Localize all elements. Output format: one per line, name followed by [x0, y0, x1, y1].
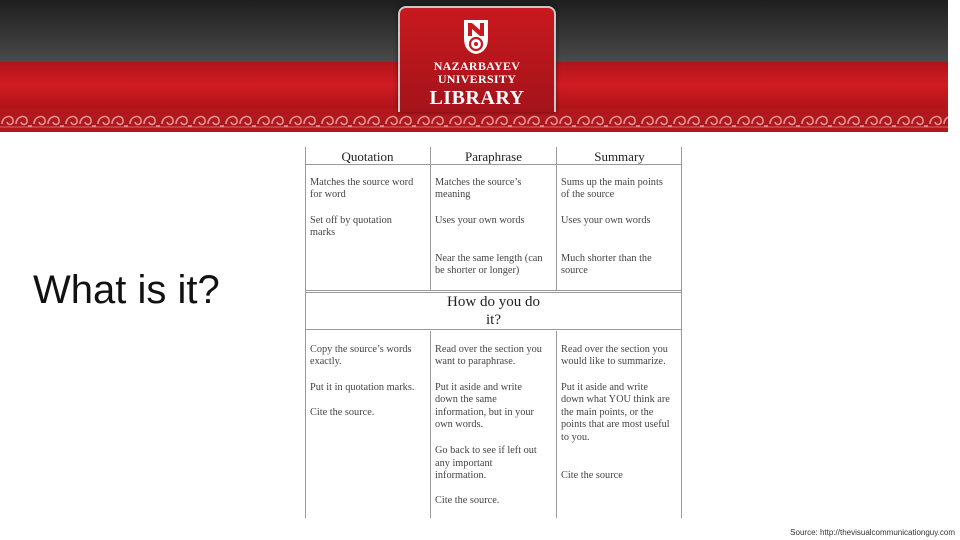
table-divider-2	[556, 147, 557, 291]
quotation-what-line-2: for word	[310, 189, 346, 200]
paraphrase-how-line-10: Cite the source.	[435, 495, 500, 506]
summary-how-line-1: Read over the section you	[561, 344, 668, 355]
comparison-table	[305, 147, 682, 518]
table-rule-section1	[305, 290, 682, 291]
header-quotation: Quotation	[341, 149, 394, 164]
quotation-how-line-4: Cite the source.	[310, 407, 375, 418]
paraphrase-how-line-6: own words.	[435, 419, 484, 430]
summary-how-line-6: points that are most useful	[561, 419, 670, 430]
summary-how-line-4: down what YOU think are	[561, 394, 670, 405]
table-border-right	[681, 147, 682, 518]
paraphrase-what-line-4: Near the same length (can	[435, 253, 543, 264]
summary-how-line-8: Cite the source	[561, 470, 623, 481]
summary-what-line-3: Uses your own words	[561, 215, 651, 226]
table-rule-howdo-bottom	[305, 329, 682, 330]
paraphrase-how-line-7: Go back to see if left out	[435, 445, 537, 456]
source-credit: Source: http://thevisualcommunicationguy.com	[790, 528, 955, 537]
paraphrase-how-line-5: information, but in your	[435, 407, 534, 418]
quotation-what-line-3: Set off by quotation	[310, 215, 392, 226]
university-crest-icon	[462, 18, 490, 56]
paraphrase-how-line-1: Read over the section you	[435, 344, 542, 355]
quotation-how-line-3: Put it in quotation marks.	[310, 382, 415, 393]
paraphrase-what-line-5: be shorter or longer)	[435, 265, 520, 276]
paraphrase-how-line-4: down the same	[435, 394, 497, 405]
table-border-left	[305, 147, 306, 518]
quotation-how-line-1: Copy the source’s words	[310, 344, 412, 355]
summary-how-line-3: Put it aside and write	[561, 382, 648, 393]
library-logo	[398, 6, 556, 112]
summary-how-line-7: to you.	[561, 432, 590, 443]
table-divider-1	[430, 147, 431, 291]
summary-what-line-4: Much shorter than the	[561, 253, 652, 264]
paraphrase-how-line-8: any important	[435, 458, 493, 469]
quotation-what-line-4: marks	[310, 227, 336, 238]
paraphrase-what-line-3: Uses your own words	[435, 215, 525, 226]
logo-text-nazarbayev: NAZARBAYEV	[433, 59, 521, 73]
logo-text-library: LIBRARY	[429, 87, 525, 109]
summary-what-line-1: Sums up the main points	[561, 177, 663, 188]
slide-title: What is it?	[33, 268, 220, 312]
how-do-you-do-it-heading	[305, 293, 682, 329]
how-heading-line-1: How do you do	[447, 294, 540, 310]
summary-how-line-5: the main points, or the	[561, 407, 654, 418]
header-paraphrase: Paraphrase	[464, 149, 523, 164]
paraphrase-how-line-3: Put it aside and write	[435, 382, 522, 393]
paraphrase-what-line-2: meaning	[435, 189, 471, 200]
paraphrase-how-line-9: information.	[435, 470, 487, 481]
summary-what-line-2: of the source	[561, 189, 615, 200]
quotation-how-line-2: exactly.	[310, 356, 342, 367]
header-summary: Summary	[594, 149, 645, 164]
logo-text-university: UNIVERSITY	[437, 72, 517, 86]
paraphrase-how-line-2: want to paraphrase.	[435, 356, 516, 367]
paraphrase-what-line-1: Matches the source’s	[435, 177, 522, 188]
summary-how-line-2: would like to summarize.	[561, 356, 666, 367]
summary-what-line-5: source	[561, 265, 588, 276]
quotation-what-line-1: Matches the source word	[310, 177, 414, 188]
how-heading-line-2: it?	[486, 312, 501, 328]
table-divider-4	[556, 331, 557, 518]
table-divider-3	[430, 331, 431, 518]
